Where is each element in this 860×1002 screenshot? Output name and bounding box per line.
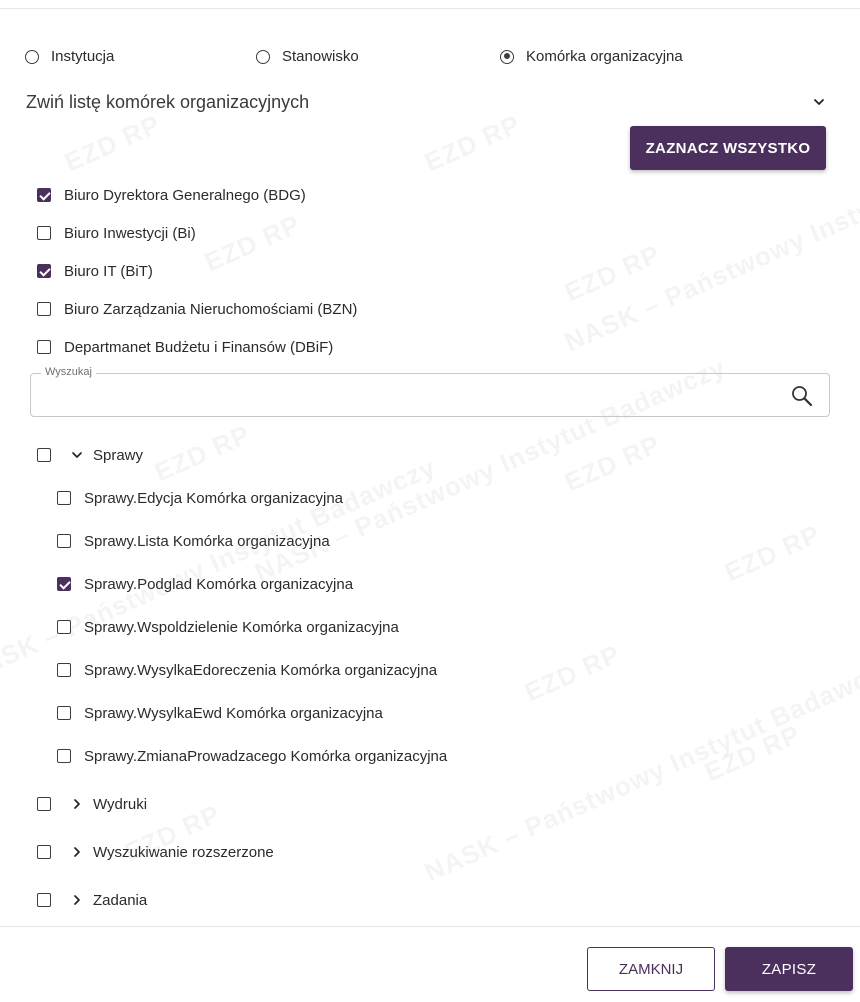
radio-circle[interactable] <box>25 50 39 64</box>
tree-item[interactable] <box>57 660 437 680</box>
checkbox[interactable] <box>37 448 51 462</box>
tree-item[interactable] <box>57 617 399 637</box>
tree-item-label: Sprawy.Edycja Komórka organizacyjna <box>84 489 344 507</box>
checkbox[interactable] <box>37 226 51 240</box>
search-label: Wyszukaj <box>41 366 96 378</box>
tree-group-label: Zadania <box>93 891 148 909</box>
unit-item-bzn[interactable] <box>37 290 357 328</box>
checkbox[interactable] <box>37 797 51 811</box>
checkbox[interactable] <box>57 620 71 634</box>
watermark-logo <box>700 719 805 789</box>
watermark-logo <box>520 639 625 709</box>
close-button[interactable]: ZAMKNIJ <box>587 947 715 991</box>
tree-group-wyszukiwanie[interactable] <box>37 842 274 862</box>
search-field <box>30 366 830 417</box>
tree-item[interactable] <box>57 574 353 594</box>
watermark-logo <box>560 239 665 309</box>
checkbox-checked[interactable] <box>37 264 51 278</box>
tree-item-label: Sprawy.WysylkaEwd Komórka organizacyjna <box>84 704 383 722</box>
chevron-down-icon[interactable] <box>812 95 826 109</box>
unit-label: Biuro Inwestycji (Bi) <box>64 224 196 242</box>
tree-group-label: Wyszukiwanie rozszerzone <box>93 843 274 861</box>
scope-radio-group <box>25 48 845 72</box>
tree-item[interactable] <box>57 703 383 723</box>
unit-label: Biuro Zarządzania Nieruchomościami (BZN) <box>64 300 358 318</box>
unit-item-dbif[interactable] <box>37 328 357 366</box>
checkbox[interactable] <box>57 663 71 677</box>
save-button[interactable]: ZAPISZ <box>725 947 853 991</box>
checkbox-checked[interactable] <box>57 577 71 591</box>
checkbox[interactable] <box>37 893 51 907</box>
radio-label: Instytucja <box>51 48 115 65</box>
tree-item-label: Sprawy.ZmianaProwadzacego Komórka organizacyjna <box>84 747 448 765</box>
watermark-logo <box>150 419 255 489</box>
tree-item-label: Sprawy.WysylkaEdoreczenia Komórka organizacyjna <box>84 661 438 679</box>
unit-item-bit[interactable] <box>37 252 357 290</box>
unit-item-bi[interactable] <box>37 214 357 252</box>
tree-item-label: Sprawy.Podglad Komórka organizacyjna <box>84 575 354 593</box>
select-all-button[interactable]: ZAZNACZ WSZYSTKO <box>630 126 826 170</box>
checkbox-checked[interactable] <box>37 188 51 202</box>
unit-label: Departmanet Budżetu i Finansów (DBiF) <box>64 338 334 356</box>
checkbox[interactable] <box>37 845 51 859</box>
chevron-down-icon[interactable] <box>71 449 83 461</box>
tree-group-sprawy[interactable] <box>37 445 143 465</box>
checkbox[interactable] <box>37 302 51 316</box>
chevron-right-icon[interactable] <box>71 798 83 810</box>
top-divider <box>0 8 860 9</box>
watermark-logo <box>420 109 525 179</box>
watermark-logo <box>560 429 665 499</box>
unit-label: Biuro Dyrektora Generalnego (BDG) <box>64 186 306 204</box>
tree-item-label: Sprawy.Wspoldzielenie Komórka organizacyjna <box>84 618 399 636</box>
search-input[interactable] <box>43 382 777 410</box>
tree-item-label: Sprawy.Lista Komórka organizacyjna <box>84 532 330 550</box>
tree-item[interactable] <box>57 531 330 551</box>
radio-circle-selected[interactable] <box>500 50 514 64</box>
checkbox[interactable] <box>57 749 71 763</box>
search-icon[interactable] <box>791 385 813 407</box>
radio-org-unit[interactable] <box>500 48 683 65</box>
units-panel-title: Zwiń listę komórek organizacyjnych <box>26 91 310 112</box>
tree-group-label: Sprawy <box>93 446 144 464</box>
chevron-right-icon[interactable] <box>71 894 83 906</box>
unit-item-bdg[interactable] <box>37 176 357 214</box>
checkbox[interactable] <box>57 706 71 720</box>
units-list <box>37 176 357 366</box>
tree-item[interactable] <box>57 488 343 508</box>
tree-group-zadania[interactable] <box>37 890 147 910</box>
watermark-logo <box>60 109 165 179</box>
unit-label: Biuro IT (BiT) <box>64 262 153 280</box>
radio-position[interactable] <box>256 48 359 65</box>
radio-institution[interactable] <box>25 48 114 65</box>
watermark-logo <box>720 519 825 589</box>
chevron-right-icon[interactable] <box>71 846 83 858</box>
checkbox[interactable] <box>57 534 71 548</box>
radio-label: Komórka organizacyjna <box>526 48 683 65</box>
tree-group-wydruki[interactable] <box>37 794 147 814</box>
radio-circle[interactable] <box>256 50 270 64</box>
units-collapse-toggle[interactable] <box>26 88 826 116</box>
checkbox[interactable] <box>57 491 71 505</box>
tree-group-label: Wydruki <box>93 795 148 813</box>
tree-item[interactable] <box>57 746 447 766</box>
watermark-text <box>420 652 860 889</box>
checkbox[interactable] <box>37 340 51 354</box>
radio-label: Stanowisko <box>282 48 359 65</box>
footer-divider <box>0 926 860 927</box>
